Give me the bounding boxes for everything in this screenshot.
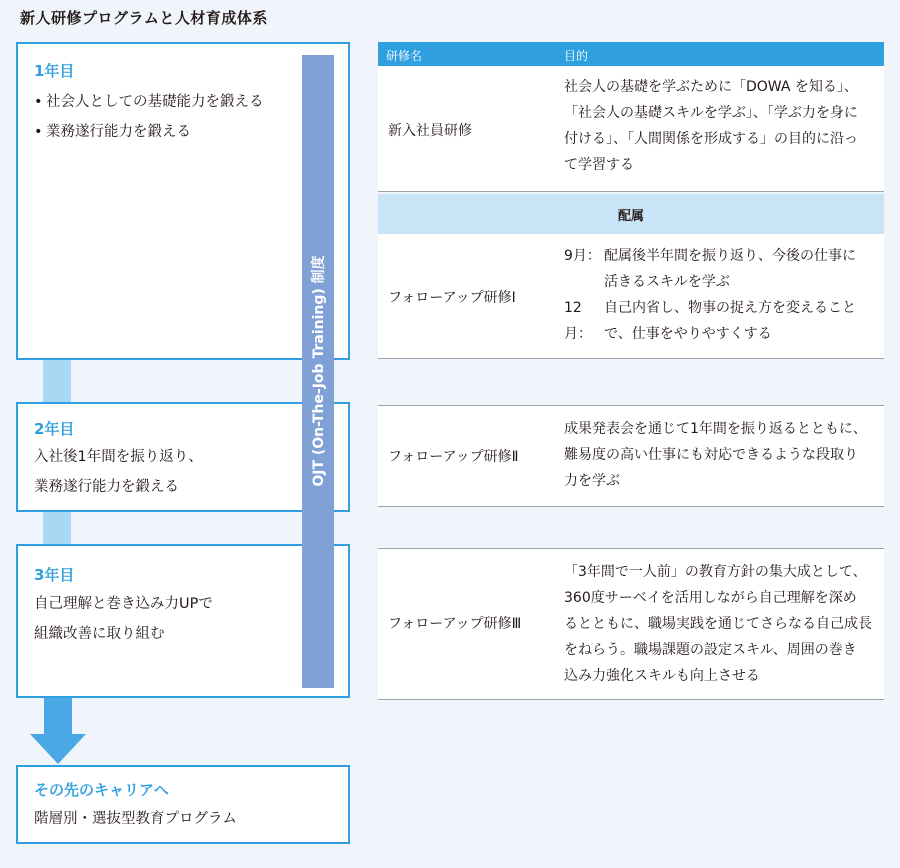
desc-line: で、仕事をやりやすくする: [604, 326, 772, 342]
desc-line: 自己内省し、物事の捉え方を変えること: [604, 300, 856, 316]
table-row: [378, 234, 884, 359]
year-1-heading: 1年目: [34, 62, 75, 80]
schedule-item: [564, 243, 876, 295]
year-3-line: 組織改善に取り組む: [34, 626, 165, 642]
year-2-heading: 2年目: [34, 420, 75, 438]
desc-line: るとともに、職場実践を通じてさらなる自己成長: [564, 616, 872, 632]
career-text: 階層別・選抜型教育プログラム: [34, 811, 237, 827]
year-3-text: [34, 589, 213, 649]
course-name: フォローアップ研修Ⅲ: [388, 616, 522, 632]
table-row: [378, 405, 884, 507]
desc-line: 成果発表会を通じて1年間を振り返るとともに、: [564, 421, 867, 437]
schedule-label: 12月：: [564, 300, 592, 342]
desc-line: 「3年間で一人前」の教育方針の集大成として、: [564, 564, 867, 580]
course-desc: [564, 243, 876, 347]
course-name: 新入社員研修: [388, 123, 472, 139]
year-1-bullet-text: 業務遂行能力を鍛える: [46, 124, 191, 140]
header-course-name: 研修名: [386, 49, 423, 63]
separator-label: 配属: [617, 209, 644, 224]
year-1-bullet-2: [34, 120, 191, 141]
assignment-separator: [378, 194, 884, 234]
table-row: [378, 66, 884, 192]
desc-line: 活きるスキルを学ぶ: [604, 274, 730, 290]
desc-line: 360度サーベイを活用しながら自己理解を深め: [564, 590, 857, 606]
year-1-bullet-text: 社会人としての基礎能力を鍛える: [46, 94, 264, 110]
bullet-icon: •: [34, 124, 43, 140]
desc-line: 「社会人の基礎スキルを学ぶ」、「学ぶ力を身に: [564, 105, 858, 121]
desc-line: 配属後半年間を振り返り、今後の仕事に: [604, 248, 856, 264]
year-3-box: [16, 544, 350, 698]
career-box: [16, 765, 350, 844]
course-name: フォローアップ研修Ⅱ: [388, 449, 519, 465]
desc-line: 込み力強化スキルも向上させる: [564, 668, 760, 684]
schedule-label: 9月：: [564, 248, 601, 264]
bullet-icon: •: [34, 94, 43, 110]
year-1-box: [16, 42, 350, 360]
desc-line: 難易度の高い仕事にも対応できるような段取り: [564, 447, 858, 463]
year-3-line: 自己理解と巻き込み力UPで: [34, 596, 213, 612]
desc-line: 力を学ぶ: [564, 473, 620, 489]
career-heading: その先のキャリアへ: [34, 781, 169, 799]
year-2-line: 入社後1年間を振り返り、: [34, 449, 203, 465]
arrow-down-icon: [30, 696, 86, 764]
desc-line: て学習する: [564, 157, 634, 173]
connector-2-3: [43, 510, 71, 546]
connector-1-2: [43, 358, 71, 404]
desc-line: 社会人の基礎を学ぶために「DOWA を知る」、: [564, 79, 858, 95]
desc-line: をねらう。職場課題の設定スキル、周囲の巻き: [564, 642, 857, 658]
course-desc: [564, 559, 876, 689]
year-2-text: [34, 442, 203, 502]
year-2-line: 業務遂行能力を鍛える: [34, 479, 179, 495]
year-3-heading: 3年目: [34, 566, 75, 584]
ojt-label: OJT (On-The-Job Training) 制度: [311, 255, 327, 487]
course-name: フォローアップ研修Ⅰ: [388, 290, 516, 306]
desc-line: 付ける」、「人間関係を形成する」の目的に沿っ: [564, 131, 858, 147]
header-purpose: 目的: [564, 49, 589, 63]
table-header: [378, 42, 884, 66]
table-row: [378, 548, 884, 700]
year-1-bullet-1: [34, 90, 264, 111]
schedule-item: [564, 295, 876, 347]
course-desc: [564, 74, 876, 178]
year-2-box: [16, 402, 350, 512]
course-desc: [564, 416, 876, 494]
page-title: 新人研修プログラムと人材育成体系: [20, 9, 268, 27]
